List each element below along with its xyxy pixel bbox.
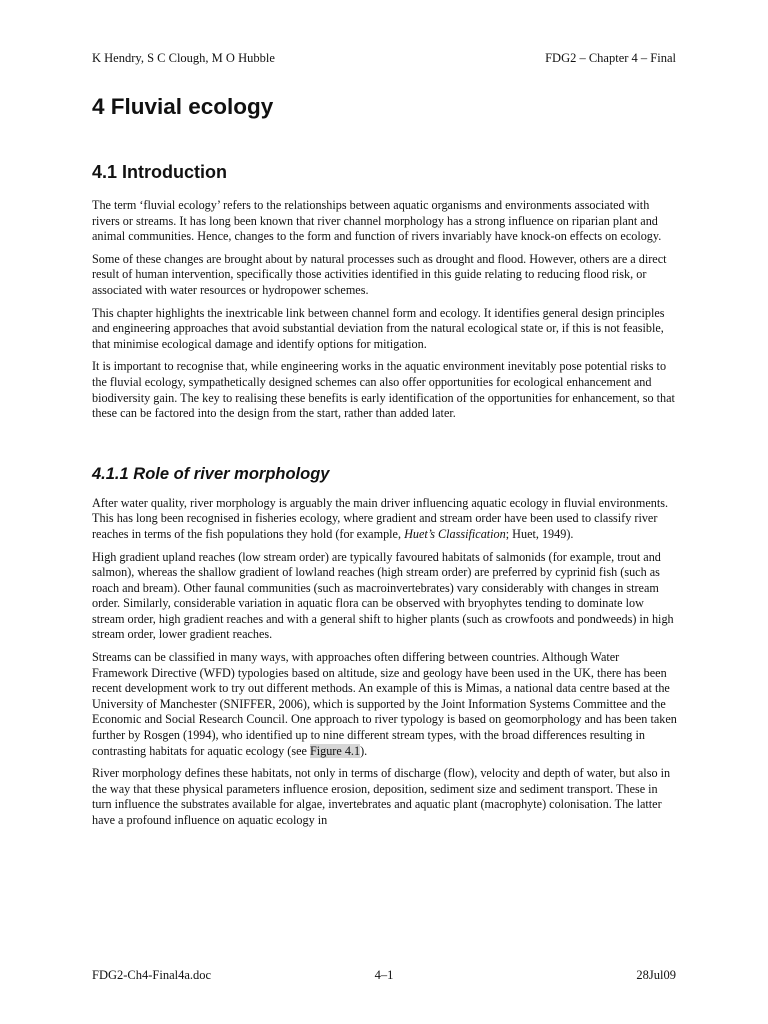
morphology-paragraph-3-tail: ). xyxy=(360,743,368,758)
huet-classification-term: Huet’s Classification xyxy=(404,526,506,541)
morphology-paragraph-4: River morphology defines these habitats, not only in terms of discharge (flow), velocity and depth of water, but also in the way that these physical parameters influence erosion, deposition, sediment size and sediment transport. These in turn influence the substrates available for algae, invertebrates and aquatic plant (macrophyte) colonisation. The latter have a profound influence on aquatic ecology in xyxy=(92,766,671,827)
section-heading-introduction: 4.1 Introduction xyxy=(92,162,227,182)
page-body xyxy=(92,92,678,829)
intro-paragraph-3: This chapter highlights the inextricable link between channel form and ecology. It identifies general design principles and engineering approaches that avoid substantial deviation from the natural ecological state or, if this is not feasible, that minimise ecological damage and identify options for mitigation. xyxy=(92,305,665,351)
figure-4-1-link[interactable]: Figure 4.1 xyxy=(309,743,361,758)
morphology-paragraph-1-text: After water quality, river morphology is arguably the main driver influencing aquatic ecology in fluvial environments. This has long been recognised in fisheries ecology, where gradient and stream order have been used to classify river reaches in terms of the fish populations they hold (for example, xyxy=(92,495,669,541)
chapter-title: 4 Fluvial ecology xyxy=(92,94,274,119)
footer-date: 28Jul09 xyxy=(636,968,676,982)
intro-paragraph-2: Some of these changes are brought about by natural processes such as drought and flood. However, others are a direct result of human intervention, specifically those activities identified in this guide relating to reducing flood risk, or associated with water resources or hydropower schemes. xyxy=(92,251,667,297)
morphology-paragraph-2: High gradient upland reaches (low stream order) are typically favoured habitats of salmonids (for example, trout and salmon), whereas the shallow gradient of lowland reaches (high stream order) are preferred by cyprinid fish (such as roach and bream). Other faunal communities (such as macroinvertebrates) vary considerably with changes in stream order. Similarly, considerable variation in aquatic flora can be observed with bryophytes tending to dominate low stream order, high gradient reaches and with a general shift to higher plants (such as crowfoots and pondweeds) in high stream order, lower gradient reaches. xyxy=(92,549,674,642)
header-doc-ref: FDG2 – Chapter 4 – Final xyxy=(545,51,676,65)
intro-paragraph-4: It is important to recognise that, while engineering works in the aquatic environment inevitably pose potential risks to the fluvial ecology, sympathetically designed schemes can also offer opportunities for ecological enhancement and biodiversity gain. The key to realising these benefits is early identification of the opportunities for enhancement, so that these can be factored into the design from the start, rather than added later. xyxy=(92,359,675,421)
page-footer xyxy=(92,968,676,984)
intro-paragraph-1: The term ‘fluvial ecology’ refers to the relationships between aquatic organisms and environments associated with rivers or streams. It has long been known that river channel morphology has a strong influence on riparian plant and animal communities. Hence, changes to the form and function of rivers invariably have knock-on effects on ecology. xyxy=(92,198,662,244)
morphology-paragraph-1-tail: ; Huet, 1949). xyxy=(505,526,574,541)
header-authors: K Hendry, S C Clough, M O Hubble xyxy=(92,51,275,65)
morphology-paragraph-3 xyxy=(92,650,678,759)
footer-filename: FDG2-Ch4-Final4a.doc xyxy=(92,968,212,982)
footer-page-number: 4–1 xyxy=(374,968,394,982)
morphology-paragraph-3-text: Streams can be classified in many ways, with approaches often differing between countries. Although Water Framework Directive (WFD) typologies based on altitude, size and geology have been used in the UK, there has been recent development work to try out different methods. An example of this is Mimas, a national data centre based at the University of Manchester (SNIFFER, 2006), which is supported by the Joint Information Systems Committee and the Economic and Social Research Council. One approach to river typology is based on geomorphology and has been taken further by Rosgen (1994), who identified up to nine different stream types, with the broad differences resulting in contrasting habitats for aquatic ecology (see xyxy=(92,650,677,758)
morphology-paragraph-1 xyxy=(92,496,678,543)
page-header xyxy=(92,51,676,67)
subsection-heading-river-morphology: 4.1.1 Role of river morphology xyxy=(92,464,330,483)
